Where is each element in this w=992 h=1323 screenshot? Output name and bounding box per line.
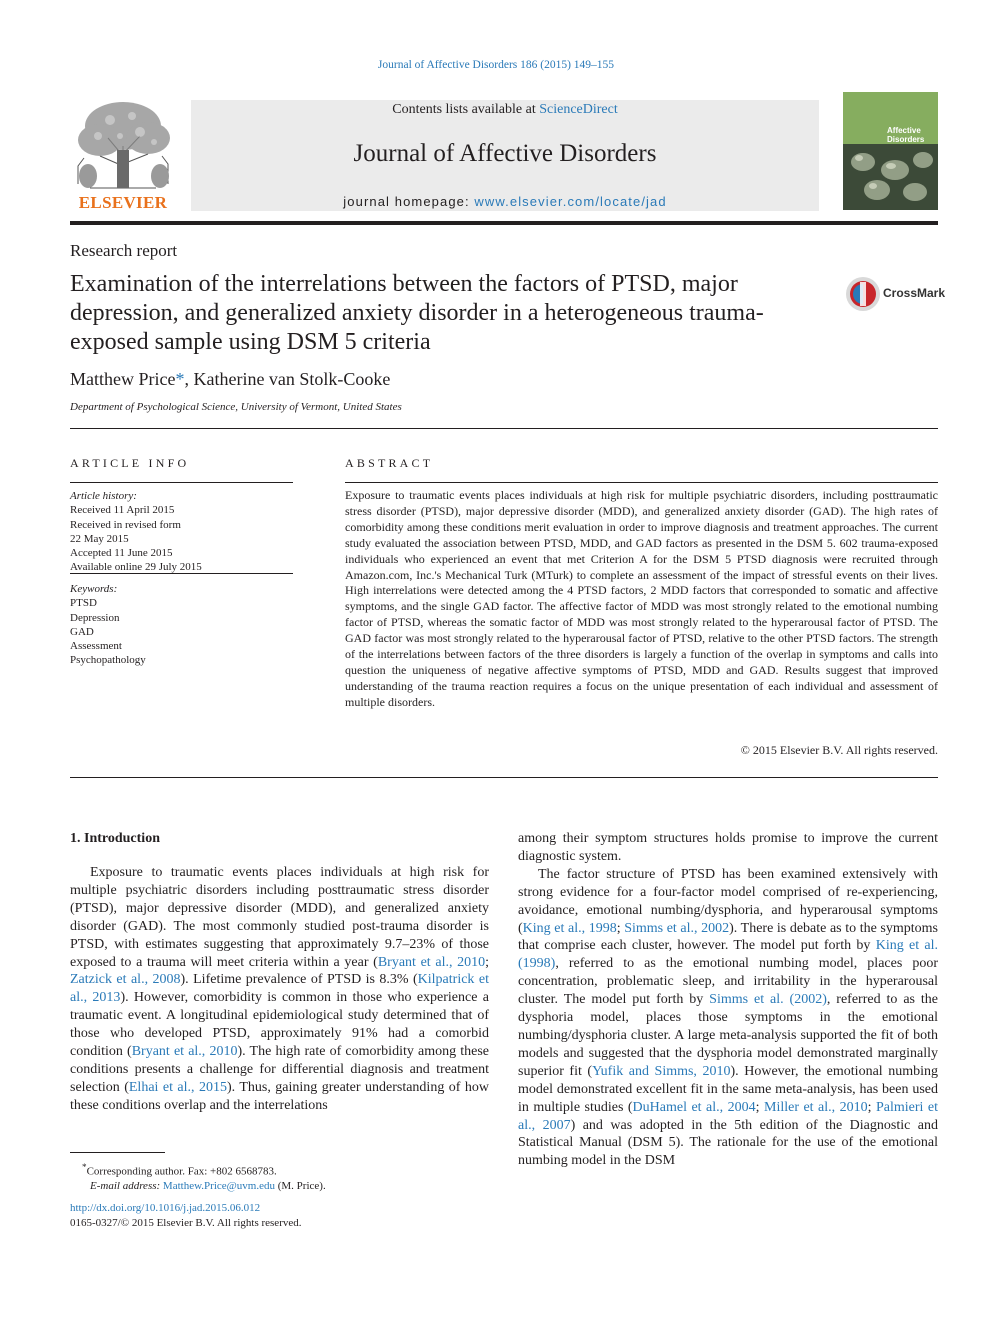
history-item: Received 11 April 2015 [70, 504, 175, 517]
journal-cover-thumbnail[interactable] [843, 92, 938, 210]
reference-link[interactable]: DuHamel et al., 2004 [632, 1099, 756, 1115]
author-affiliation: Department of Psychological Science, University of Vermont, United States [70, 401, 402, 413]
keyword: Psychopathology [70, 654, 146, 667]
email-link[interactable]: Matthew.Price@uvm.edu [162, 1180, 275, 1193]
crossmark-badge[interactable] [845, 276, 946, 312]
elsevier-tree-icon [70, 96, 176, 192]
crossmark-icon [845, 276, 881, 312]
homepage-prefix: journal homepage: [343, 194, 470, 209]
author-name: Katherine van Stolk-Cooke [193, 369, 391, 389]
reference-link[interactable]: Simms et al. (2002) [709, 992, 827, 1008]
contents-available-line [191, 102, 819, 118]
reference-link[interactable]: Miller et al., 2010 [764, 1099, 868, 1115]
reference-link[interactable]: Elhai et al., 2015 [128, 1079, 227, 1095]
section-divider [70, 428, 938, 429]
reference-link[interactable]: Bryant et al., 2010 [131, 1044, 238, 1060]
abstract-copyright: © 2015 Elsevier B.V. All rights reserved. [740, 743, 938, 757]
reference-link[interactable]: King et al., 1998 [522, 920, 617, 936]
reference-link[interactable]: King et al. (1998) [518, 938, 938, 972]
article-type: Research report [70, 241, 178, 260]
homepage-link[interactable]: www.elsevier.com/locate/jad [474, 194, 667, 209]
history-item: Received in revised form [70, 518, 181, 531]
reference-link[interactable]: Bryant et al., 2010 [377, 954, 486, 970]
footnote-corresponding: *Corresponding author. Fax: +802 6568783. [82, 1162, 277, 1178]
article-info-divider [70, 482, 293, 483]
footnote [70, 1160, 489, 1194]
journal-name: Journal of Affective Disorders [353, 140, 657, 167]
cover-art [843, 92, 938, 210]
article-info-heading: ARTICLE INFO [70, 456, 190, 470]
article-history [70, 489, 202, 575]
author-separator: , [184, 369, 189, 389]
journal-homepage-line [191, 194, 819, 209]
history-label: Article history: [70, 490, 137, 502]
paragraph: Exposure to traumatic events places individuals at high risk for multiple psychiatric disorders including posttraumatic stress disorder (PTSD), major depressive disorder (MDD), and generalized anxiety disorder (GAD). The most commonly studied post-trauma disorder is PTSD, with estimates suggesting that approximately 9.7–23% of those exposed to a trauma will meet criteria within a year (Bryant et al., 2010; Zatzick et al., 2008). Lifetime prevalence of PTSD is 8.3% (Kilpatrick et al., 2013). However, comorbidity is common in those who experience a traumatic event. A longitudinal epidemiological study determined that of those who developed PTSD, approximately 91% had a comorbid condition (Bryant et al., 2010). The high rate of comorbidity among these conditions presents a challenge for differential diagnosis and treatment selection (Elhai et al., 2015). Thus, gaining greater understanding of how these conditions overlap and the interrelations [70, 865, 490, 1113]
reference-link[interactable]: Zatzick et al., 2008 [70, 972, 181, 988]
author-list [70, 369, 390, 390]
article-title: Examination of the interrelations between the factors of PTSD, major depression, and generalized anxiety disorder in a heterogeneous trauma-exposed sample using DSM 5 criteria [70, 271, 764, 355]
reference-link[interactable]: Simms et al., 2002 [624, 920, 730, 936]
author-name: Matthew Price [70, 369, 176, 389]
doi-block [70, 1201, 302, 1230]
keyword: Assessment [70, 640, 122, 653]
keywords-label: Keywords: [70, 583, 118, 595]
introduction-heading: 1. Introduction [70, 831, 160, 846]
keyword: GAD [70, 625, 94, 638]
keyword: PTSD [70, 597, 97, 610]
abstract-body: Exposure to traumatic events places individuals at high risk for multiple psychiatric disorders, including posttraumatic stress disorder (PTSD), major depressive disorder (MDD), and generalized anxiety disorder (GAD). The high rates of comorbidity among these conditions merit evaluation in order to improve diagnosis and treatment approaches. The current study evaluated the association between PTSD, MDD, and GAD factors as presented in the DSM 5. 602 trauma-exposed individuals who experienced an event that met Criterion A for the DSM 5 PTSD diagnosis were recruited through Amazon.com, Inc.'s Mechanical Turk (MTurk) to complete an assessment of the impact of stressful events on their lives. High interrelations were detected among the 4 PTSD factors, 2 MDD factors that corresponded to somatic and affective symptoms, and the single GAD factor. The affective factor of MDD was most strongly related to the emotional numbing factor of PTSD, whereas the somatic factor of MDD was most strongly related to the hyperarousal factor of PTSD. The GAD factor was most strongly related to the hyperarousal factor of PTSD, relative to the other PTSD factors. The strength of the interrelations between factors of the three disorders is largely a function of the overlap in symptoms and calls into question the uniqueness of negative affective symptoms of PTSD, MDD and GAD. Results suggest that improved understanding of the trauma reaction requires a focus on the unique presentation of each individual and assessment of multiple disorders. [345, 488, 938, 709]
body-column-left [70, 864, 489, 1115]
journal-citation[interactable]: Journal of Affective Disorders 186 (2015) 149–155 [377, 59, 615, 71]
history-item: Available online 29 July 2015 [70, 561, 202, 574]
footnote-divider [70, 1152, 165, 1153]
reference-link[interactable]: Kilpatrick et al., 2013 [70, 972, 489, 1006]
doi-link[interactable]: http://dx.doi.org/10.1016/j.jad.2015.06.012 [70, 1202, 261, 1214]
issn-copyright: 0165-0327/© 2015 Elsevier B.V. All rights reserved. [70, 1216, 302, 1229]
abstract-heading: ABSTRACT [345, 456, 434, 470]
journal-header-banner [191, 100, 819, 211]
contents-prefix: Contents lists available at [392, 102, 536, 117]
crossmark-label: CrossMark [883, 286, 946, 300]
reference-link[interactable]: Yufik and Simms, 2010 [592, 1063, 731, 1079]
elsevier-logo [70, 96, 176, 212]
elsevier-wordmark: ELSEVIER [78, 193, 168, 212]
body-column-right [518, 830, 938, 1170]
paragraph: The factor structure of PTSD has been examined extensively with strong evidence for a four-factor model comprised of re-experiencing, avoidance, emotional numbing/dysphoria, and hyperarousal symptoms (King et al., 1998; Simms et al., 2002). There is debate as to the symptoms that comprise each cluster, however. The model put forth by King et al. (1998), referred to as the emotional numbing model, places poor concentration, problematic sleep, and irritability in the hyperarousal cluster. The model put forth by Simms et al. (2002), referred to as the dysphoria model, places those symptoms in the emotional numbing/dysphoria cluster. A large meta-analysis supported the fit of both models and suggested that the dysphoria model demonstrated marginally superior fit (Yufik and Simms, 2010). However, the emotional numbing model demonstrated excellent fit in the same meta-analysis, has been used in multiple studies (DuHamel et al., 2004; Miller et al., 2010; Palmieri et al., 2007) and was adopted in the 5th edition of the Diagnostic and Statistical Manual (DSM 5). The rationale for the use of the emotional numbing model in the DSM [518, 866, 939, 1169]
history-item: Accepted 11 June 2015 [70, 547, 173, 560]
keyword: Depression [70, 611, 120, 624]
cover-title: Affective Disorders [887, 126, 925, 144]
abstract-divider [345, 482, 938, 483]
paragraph: among their symptom structures holds promise to improve the current diagnostic system. [518, 831, 938, 864]
header-divider [70, 221, 938, 225]
section-divider [70, 777, 938, 778]
corresponding-author-mark[interactable]: * [175, 369, 185, 389]
article-info-divider [70, 573, 293, 574]
reference-link[interactable]: Palmieri et al., 2007 [518, 1099, 939, 1133]
history-item: 22 May 2015 [70, 532, 129, 545]
sciencedirect-link[interactable]: ScienceDirect [539, 102, 618, 117]
keywords-list [70, 582, 146, 668]
footnote-email: E-mail address: Matthew.Price@uvm.edu (M. Price). [90, 1180, 326, 1193]
